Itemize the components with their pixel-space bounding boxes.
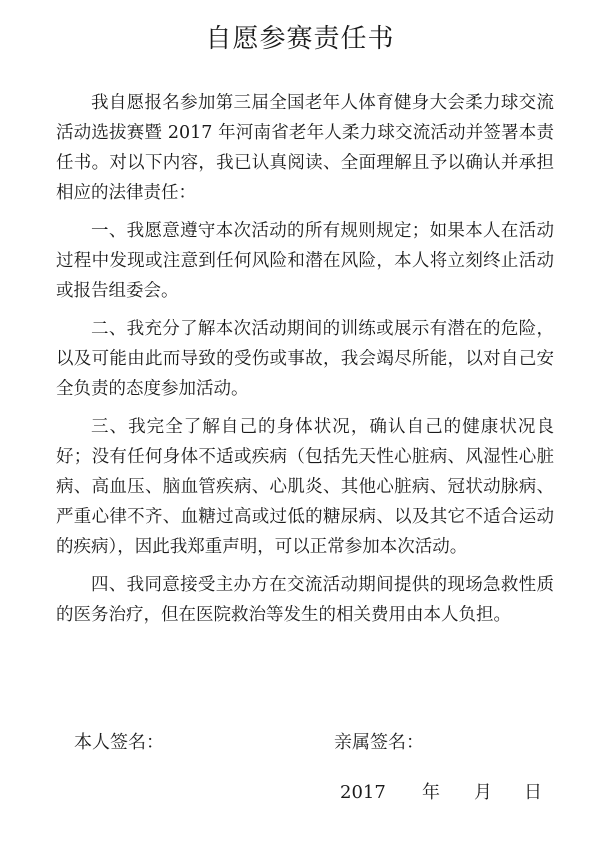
document-body [56,88,554,638]
date-line [340,778,542,804]
date-year-unit: 年 [422,782,440,803]
clause-1-paragraph: 一、我愿意遵守本次活动的所有规则规定；如果本人在活动过程中发现或注意到任何风险和潜在风险，本人将立刻终止活动或报告组委会。 [56,221,554,301]
intro-paragraph: 我自愿报名参加第三届全国老年人体育健身大会柔力球交流活动选拔赛暨 2017 年河南省老年人柔力球交流活动并签署本责任书。对以下内容，我已认真阅读、全面理解且予以确认并承担相应的法律责任： [56,93,554,203]
family-signature-label: 亲属签名： [334,732,424,753]
clause-4-paragraph: 四、我同意接受主办方在交流活动期间提供的现场急救性质的医务治疗，但在医院救治等发生的相关费用由本人负担。 [56,575,554,625]
clause-3-paragraph: 三、我完全了解自己的身体状况，确认自己的健康状况良好；没有任何身体不适或疾病（包括先天性心脏病、风湿性心脏病、高血压、脑血管疾病、心肌炎、其他心脏病、冠状动脉病、严重心律不齐、血糖过高或过低的糖尿病、以及其它不适合运动的疾病），因此我郑重声明，可以正常参加本次活动。 [56,417,554,557]
clause-2-paragraph: 二、我充分了解本次活动期间的训练或展示有潜在的危险，以及可能由此而导致的受伤或事故，我会竭尽所能，以对自己安全负责的态度参加活动。 [56,319,554,399]
date-month-unit: 月 [474,782,492,803]
signature-row [74,728,544,754]
self-signature-label: 本人签名： [74,732,164,753]
document-title: 自愿参赛责任书 [205,24,395,54]
date-day-unit: 日 [524,782,542,803]
date-year: 2017 [340,782,386,803]
